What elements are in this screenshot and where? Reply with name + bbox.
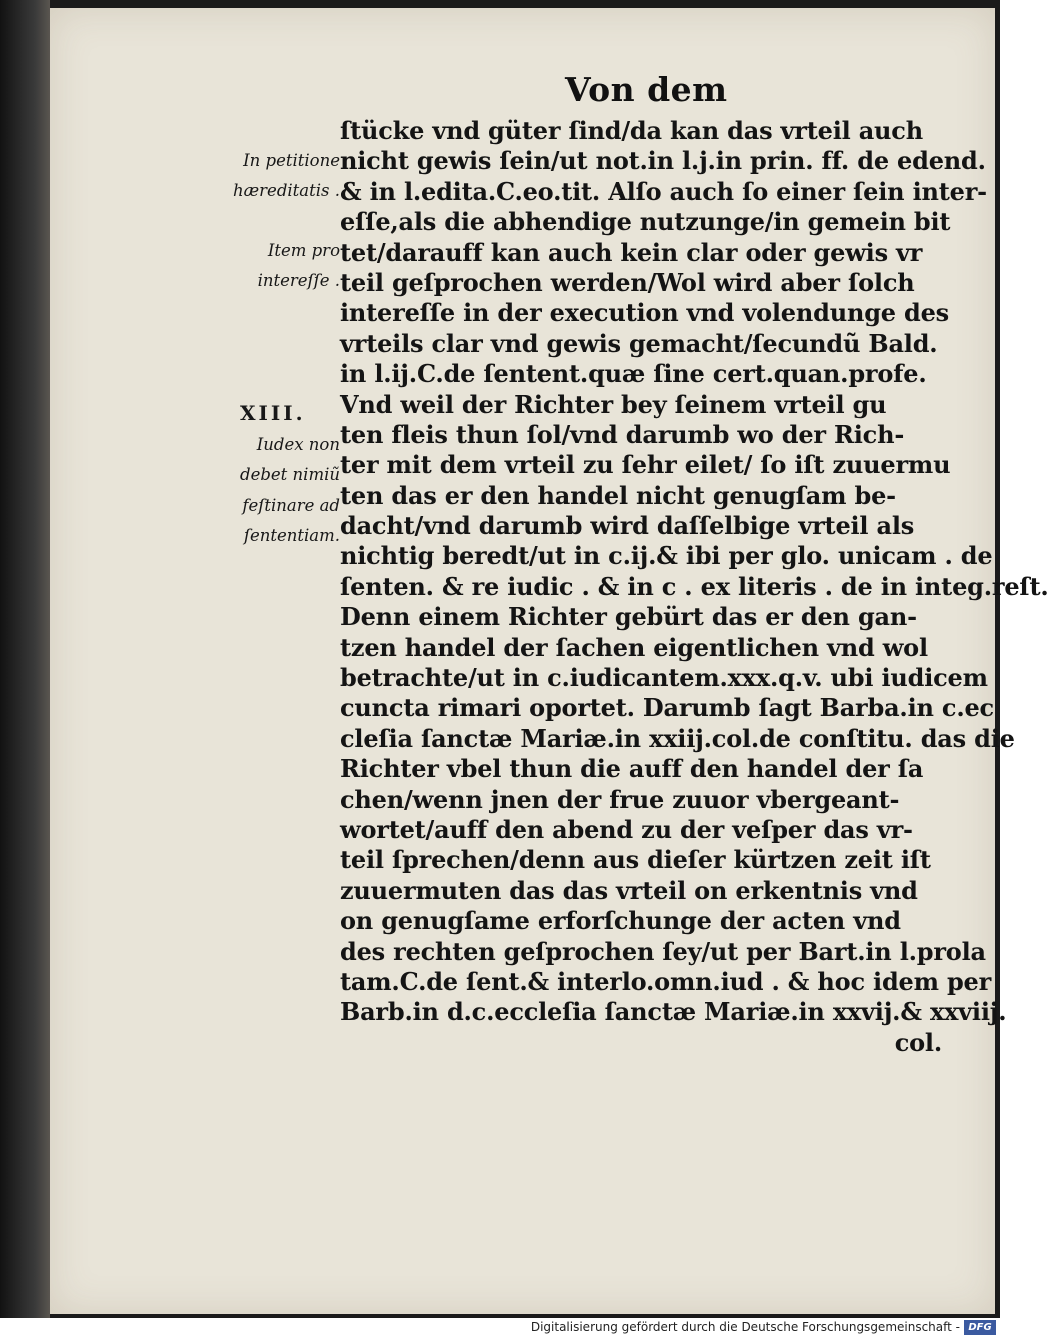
text-line: intereſſe in der execution vnd volendunge des <box>340 298 949 328</box>
text-line: on genugſame erforſchunge der acten vnd <box>340 906 901 936</box>
text-line: betrachte/ut in c.iudicantem.xxx.q.v. ubi iudicem <box>340 663 988 693</box>
funding-notice: Digitalisierung gefördert durch die Deutsche Forschungsgemeinschaft - <box>530 1320 960 1334</box>
running-header: Von dem <box>565 70 728 109</box>
text-line: Vnd weil der Richter bey ſeinem vrteil gu <box>340 389 887 419</box>
text-line: ſtücke vnd güter ſind/da kan das vrteil auch <box>340 116 923 145</box>
footer-bar <box>0 1318 1000 1338</box>
text-line: zuuermuten das das vrteil on erkentnis vnd <box>340 875 918 905</box>
margin-note-line: debet nimiũ <box>240 465 340 485</box>
text-line: tzen handel der ſachen eigentlichen vnd wol <box>340 632 928 662</box>
text-line: vrteils clar vnd gewis gemacht/ſecundũ Bald. <box>340 328 938 358</box>
text-line: ten das er den handel nicht genugſam be- <box>340 480 896 510</box>
text-line: dacht/vnd darumb wird daſſelbige vrteil als <box>340 511 915 541</box>
margin-note-line: ſententiam. <box>243 526 340 546</box>
text-line: Denn einem Richter gebürt das er den gan- <box>340 602 917 632</box>
margin-note-petitione <box>215 146 340 207</box>
margin-note-line: Item pro <box>267 241 340 260</box>
margin-note-iudex <box>215 430 340 552</box>
margin-note-line: feſtinare ad <box>242 495 340 515</box>
margin-note-line: In petitione <box>243 151 340 170</box>
text-line: cleſia ſanctæ Mariæ.in xxiij.col.de conſtitu. das die <box>340 723 1015 753</box>
margin-note-line: hæreditatis . <box>233 181 340 201</box>
text-line: nicht gewis ſein/ut not.in l.j.in prin. ff. de edend. <box>340 146 986 176</box>
text-line: des rechten geſprochen ſey/ut per Bart.in l.prola <box>340 936 986 966</box>
text-line: Barb.in d.c.eccleſia ſanctæ Mariæ.in xxvij.& xxviij. <box>340 997 1007 1027</box>
section-numeral-text: XIII. <box>240 401 306 425</box>
text-line: ten fleis thun ſol/vnd darumb wo der Rich- <box>340 419 905 449</box>
text-line: nichtig beredt/ut in c.ij.& ibi per glo. unicam . de <box>340 541 993 571</box>
text-line-catchword: col. <box>894 1027 942 1057</box>
book-edge <box>0 0 50 1318</box>
margin-note-line: intereſſe . <box>257 271 340 291</box>
text-line: ſenten. & re iudic . & in c . ex literis . de in integ.reſt. <box>340 571 1049 601</box>
margin-note-interesse <box>215 236 340 297</box>
text-line: ter mit dem vrteil zu ſehr eilet/ ſo iſt zuuermu <box>340 450 951 480</box>
text-line: tam.C.de ſent.& interlo.omn.iud . & hoc idem per <box>340 966 992 996</box>
text-line: teil geſprochen werden/Wol wird aber ſolch <box>340 267 915 297</box>
text-line: eſſe,als die abhendige nutzunge/in gemein bit <box>340 207 951 237</box>
body-text <box>340 116 1049 1058</box>
margin-note-line: Iudex non <box>256 435 340 454</box>
text-line: cuncta rimari oportet. Darumb ſagt Barba.in c.ec <box>340 693 994 723</box>
text-line: in l.ij.C.de ſentent.quæ ſine cert.quan.profe. <box>340 359 927 389</box>
text-line: wortet/auff den abend zu der veſper das vr- <box>340 814 913 844</box>
text-line: teil ſprechen/denn aus dieſer kürtzen zeit iſt <box>340 845 931 875</box>
text-line: chen/wenn jnen der frue zuuor vbergeant- <box>340 784 900 814</box>
dfg-logo-icon: DFG <box>964 1320 996 1335</box>
text-line: tet/darauff kan auch kein clar oder gewis vr <box>340 237 923 267</box>
text-line: & in l.edita.C.eo.tit. Alſo auch ſo einer ſein inter- <box>340 176 987 206</box>
text-line: Richter vbel thun die auff den handel der ſa <box>340 754 924 784</box>
